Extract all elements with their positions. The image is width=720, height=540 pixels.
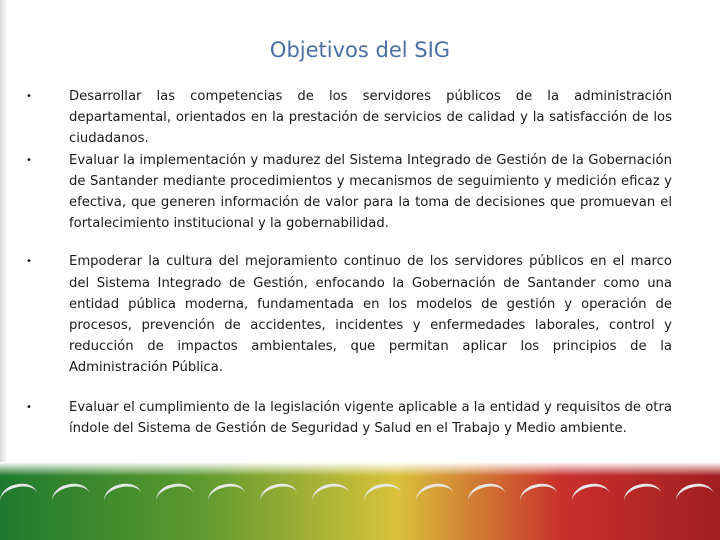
- bullet-text: Desarrollar las competencias de los servidores públicos de la administración departamental, orientados en la prestación de servicios de calidad y la satisfacción de los ciudadanos.: [69, 89, 672, 147]
- swirl-shape: [102, 480, 145, 514]
- pattern-tile: [150, 480, 202, 538]
- pattern-tile: [670, 480, 720, 538]
- pattern-tile: [410, 480, 462, 538]
- swirl-shape: [414, 480, 457, 514]
- swirl-shape: [0, 480, 40, 514]
- bullet-text: Evaluar la implementación y madurez del Sistema Integrado de Gestión de la Gobernación de Santander mediante procedimientos y mecanismos de seguimiento y medición eficaz y efectiva, que generen información de valor para la toma de decisiones que promuevan el fortalecimiento institucional y la gobernabilidad.: [69, 152, 672, 232]
- slide-title: Objetivos del SIG: [269, 38, 451, 62]
- bullet-item: [26, 150, 672, 235]
- bullet-dot: •: [26, 256, 32, 268]
- bullet-dot: •: [26, 401, 32, 413]
- swirl-shape: [622, 480, 665, 514]
- decorative-footer-band: [0, 462, 720, 540]
- pattern-tile: [202, 480, 254, 538]
- pattern-tile: [514, 480, 566, 538]
- bullet-item: [26, 397, 672, 439]
- swirl-shape: [518, 480, 561, 514]
- pattern-tile: [566, 480, 618, 538]
- swirl-shape: [258, 480, 301, 514]
- pattern-tile: [0, 480, 46, 538]
- pattern-tile: [98, 480, 150, 538]
- swirl-shape: [206, 480, 249, 514]
- bullet-dot: •: [26, 91, 32, 102]
- swirl-shape: [50, 480, 93, 514]
- pattern-tile: [618, 480, 670, 538]
- swirl-shape: [466, 480, 509, 514]
- pattern-tile: [306, 480, 358, 538]
- swirl-shape: [310, 480, 353, 514]
- pattern-tile: [358, 480, 410, 538]
- bullet-item: [26, 86, 672, 150]
- bullet-dot: •: [26, 154, 32, 166]
- swirl-shape: [570, 480, 613, 514]
- bullet-text: Evaluar el cumplimiento de la legislación vigente aplicable a la entidad y requisitos de otra índole del Sistema de Gestión de Seguridad y Salud en el Trabajo y Medio ambiente.: [69, 399, 672, 436]
- pattern-tile: [462, 480, 514, 538]
- bullet-item: [26, 251, 672, 378]
- swirl-shape: [362, 480, 405, 514]
- bullet-list: [26, 86, 672, 439]
- swirl-shape: [154, 480, 197, 514]
- pattern-tile: [254, 480, 306, 538]
- bullet-text: Empoderar la cultura del mejoramiento continuo de los servidores públicos en el marco del Sistema Integrado de Gestión, enfocando la Gobernación de Santander como una entidad pública moderna, fundamentada en los modelos de gestión y operación de procesos, prevención de accidentes, incidentes y enfermedades laborales, control y reducción de impactos ambientales, que permitan aplicar los principios de la Administración Pública.: [69, 254, 672, 376]
- pattern-tile: [46, 480, 98, 538]
- band-fade: [0, 462, 720, 476]
- left-edge-shade: [0, 0, 8, 470]
- swirl-shape: [674, 480, 717, 514]
